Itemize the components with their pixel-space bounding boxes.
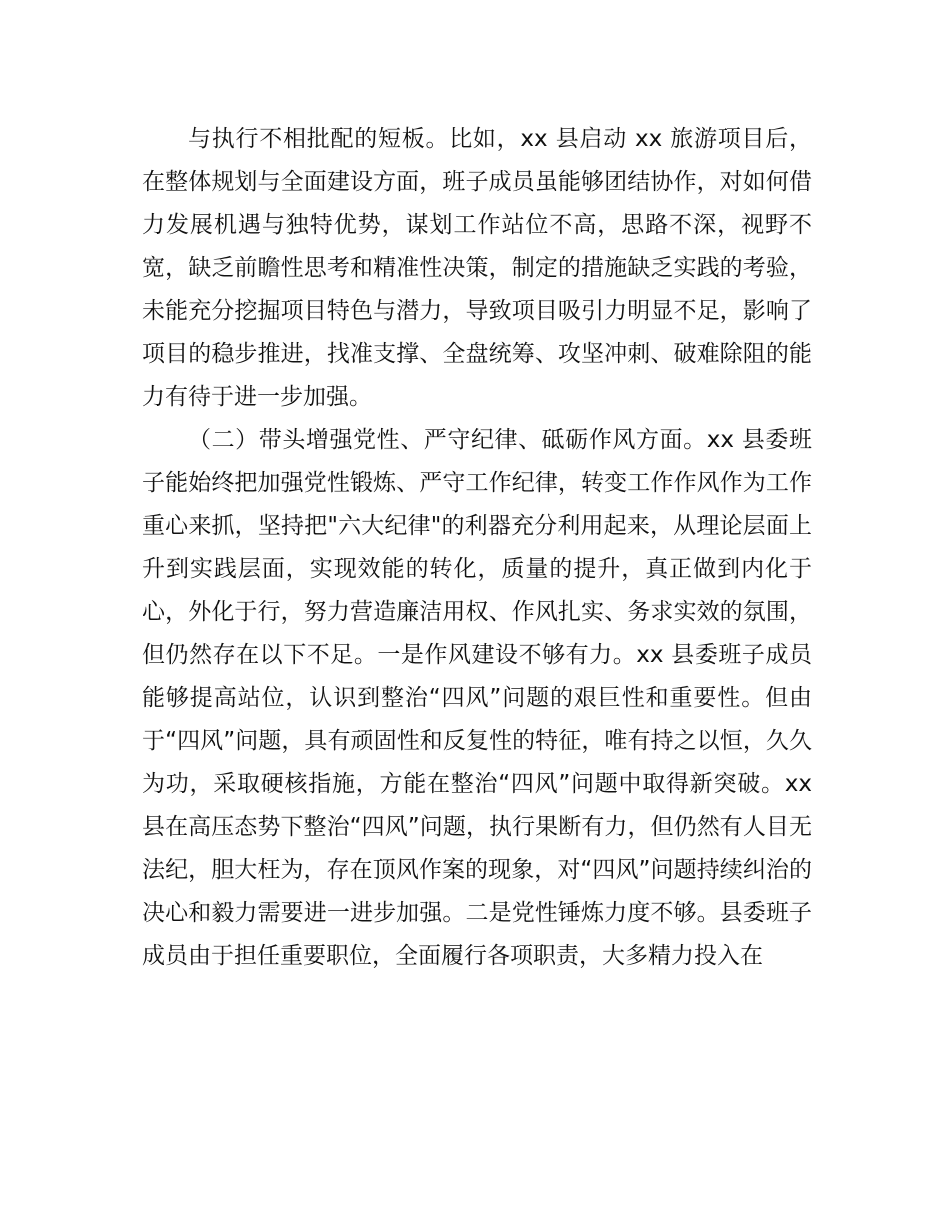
paragraph-1: 与执行不相批配的短板。比如，xx 县启动 xx 旅游项目后，在整体规划与全面建设方面，班子成员虽能够团结协作，对如何借力发展机遇与独特优势，谋划工作站位不高，思路不深，视野不宽，缺乏前瞻性思考和精准性决策，制定的措施缺乏实践的考验，未能充分挖掘项目特色与潜力，导致项目吸引力明显不足，影响了项目的稳步推进，找准支撑、全盘统筹、攻坚冲刺、破难除阻的能力有待于进一步加强。 xyxy=(142,126,812,410)
paragraph-2: （二）带头增强党性、严守纪律、砥砺作风方面。xx 县委班子能始终把加强党性锻炼、严守工作纪律，转变工作作风作为工作重心来抓，坚持把"六大纪律"的利器充分利用起来，从理论层面上升到实践层面，实现效能的转化，质量的提升，真正做到内化于心，外化于行，努力营造廉洁用权、作风扎实、务求实效的氛围，但仍然存在以下不足。一是作风建设不够有力。xx 县委班子成员能够提高站位，认识到整治“四风”问题的艰巨性和重要性。但由于“四风”问题，具有顽固性和反复性的特征，唯有持之以恒，久久为功，采取硬核指施，方能在整治“四风”问题中取得新突破。xx 县在高压态势下整治“四风”问题，执行果断有力，但仍然有人目无法纪，胆大枉为，存在顶风作案的现象，对“四风”问题持续纠治的决心和毅力需要进一进步加强。二是党性锤炼力度不够。县委班子成员由于担任重要职位，全面履行各项职责，大多精力投入在 xyxy=(142,427,812,969)
document-body xyxy=(142,118,812,978)
